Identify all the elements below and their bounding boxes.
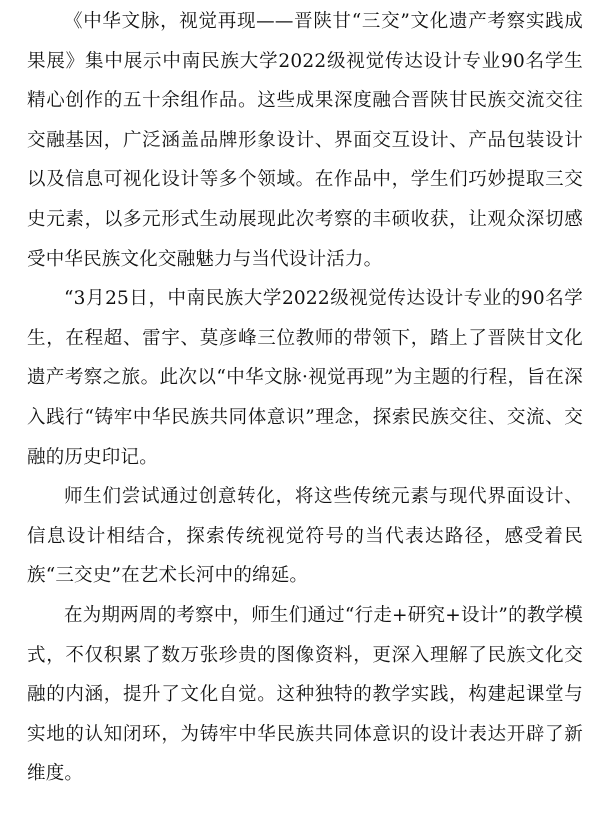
paragraph-exhibition-intro: 《中华文脉，视觉再现——晋陕甘“三交”文化遗产考察实践成果展》集中展示中南民族大学2022级视觉传达设计专业90名学生精心创作的五十余组作品。这些成果深度融合晋陕甘民族交流交往交融基因，广泛涵盖品牌形象设计、界面交互设计、产品包装设计以及信息可视化设计等多个领域。在作品中，学生们巧妙提取三交史元素，以多元形式生动展现此次考察的丰硕收获，让观众深切感受中华民族文化交融魅力与当代设计活力。: [27, 11, 583, 270]
paragraph-teaching-model: 在为期两周的考察中，师生们通过“行走+研究+设计”的教学模式，不仅积累了数万张珍贵的图像资料，更深入理解了民族文化交融的内涵，提升了文化自觉。这种独特的教学实践，构建起课堂与实地的认知闭环，为铸牢中华民族共同体意识的设计表达开辟了新维度。: [27, 604, 583, 785]
article-body: [27, 2, 583, 794]
paragraph-creative-transformation: 师生们尝试通过创意转化，将这些传统元素与现代界面设计、信息设计相结合，探索传统视觉符号的当代表达路径，感受着民族“三交史”在艺术长河中的绵延。: [27, 486, 583, 587]
paragraph-field-trip: “3月25日，中南民族大学2022级视觉传达设计专业的90名学生，在程超、雷宇、莫彦峰三位教师的带领下，踏上了晋陕甘文化遗产考察之旅。此次以“中华文脉·视觉再现”为主题的行程，旨在深入践行“铸牢中华民族共同体意识”理念，探索民族交往、交流、交融的历史印记。: [27, 288, 583, 468]
